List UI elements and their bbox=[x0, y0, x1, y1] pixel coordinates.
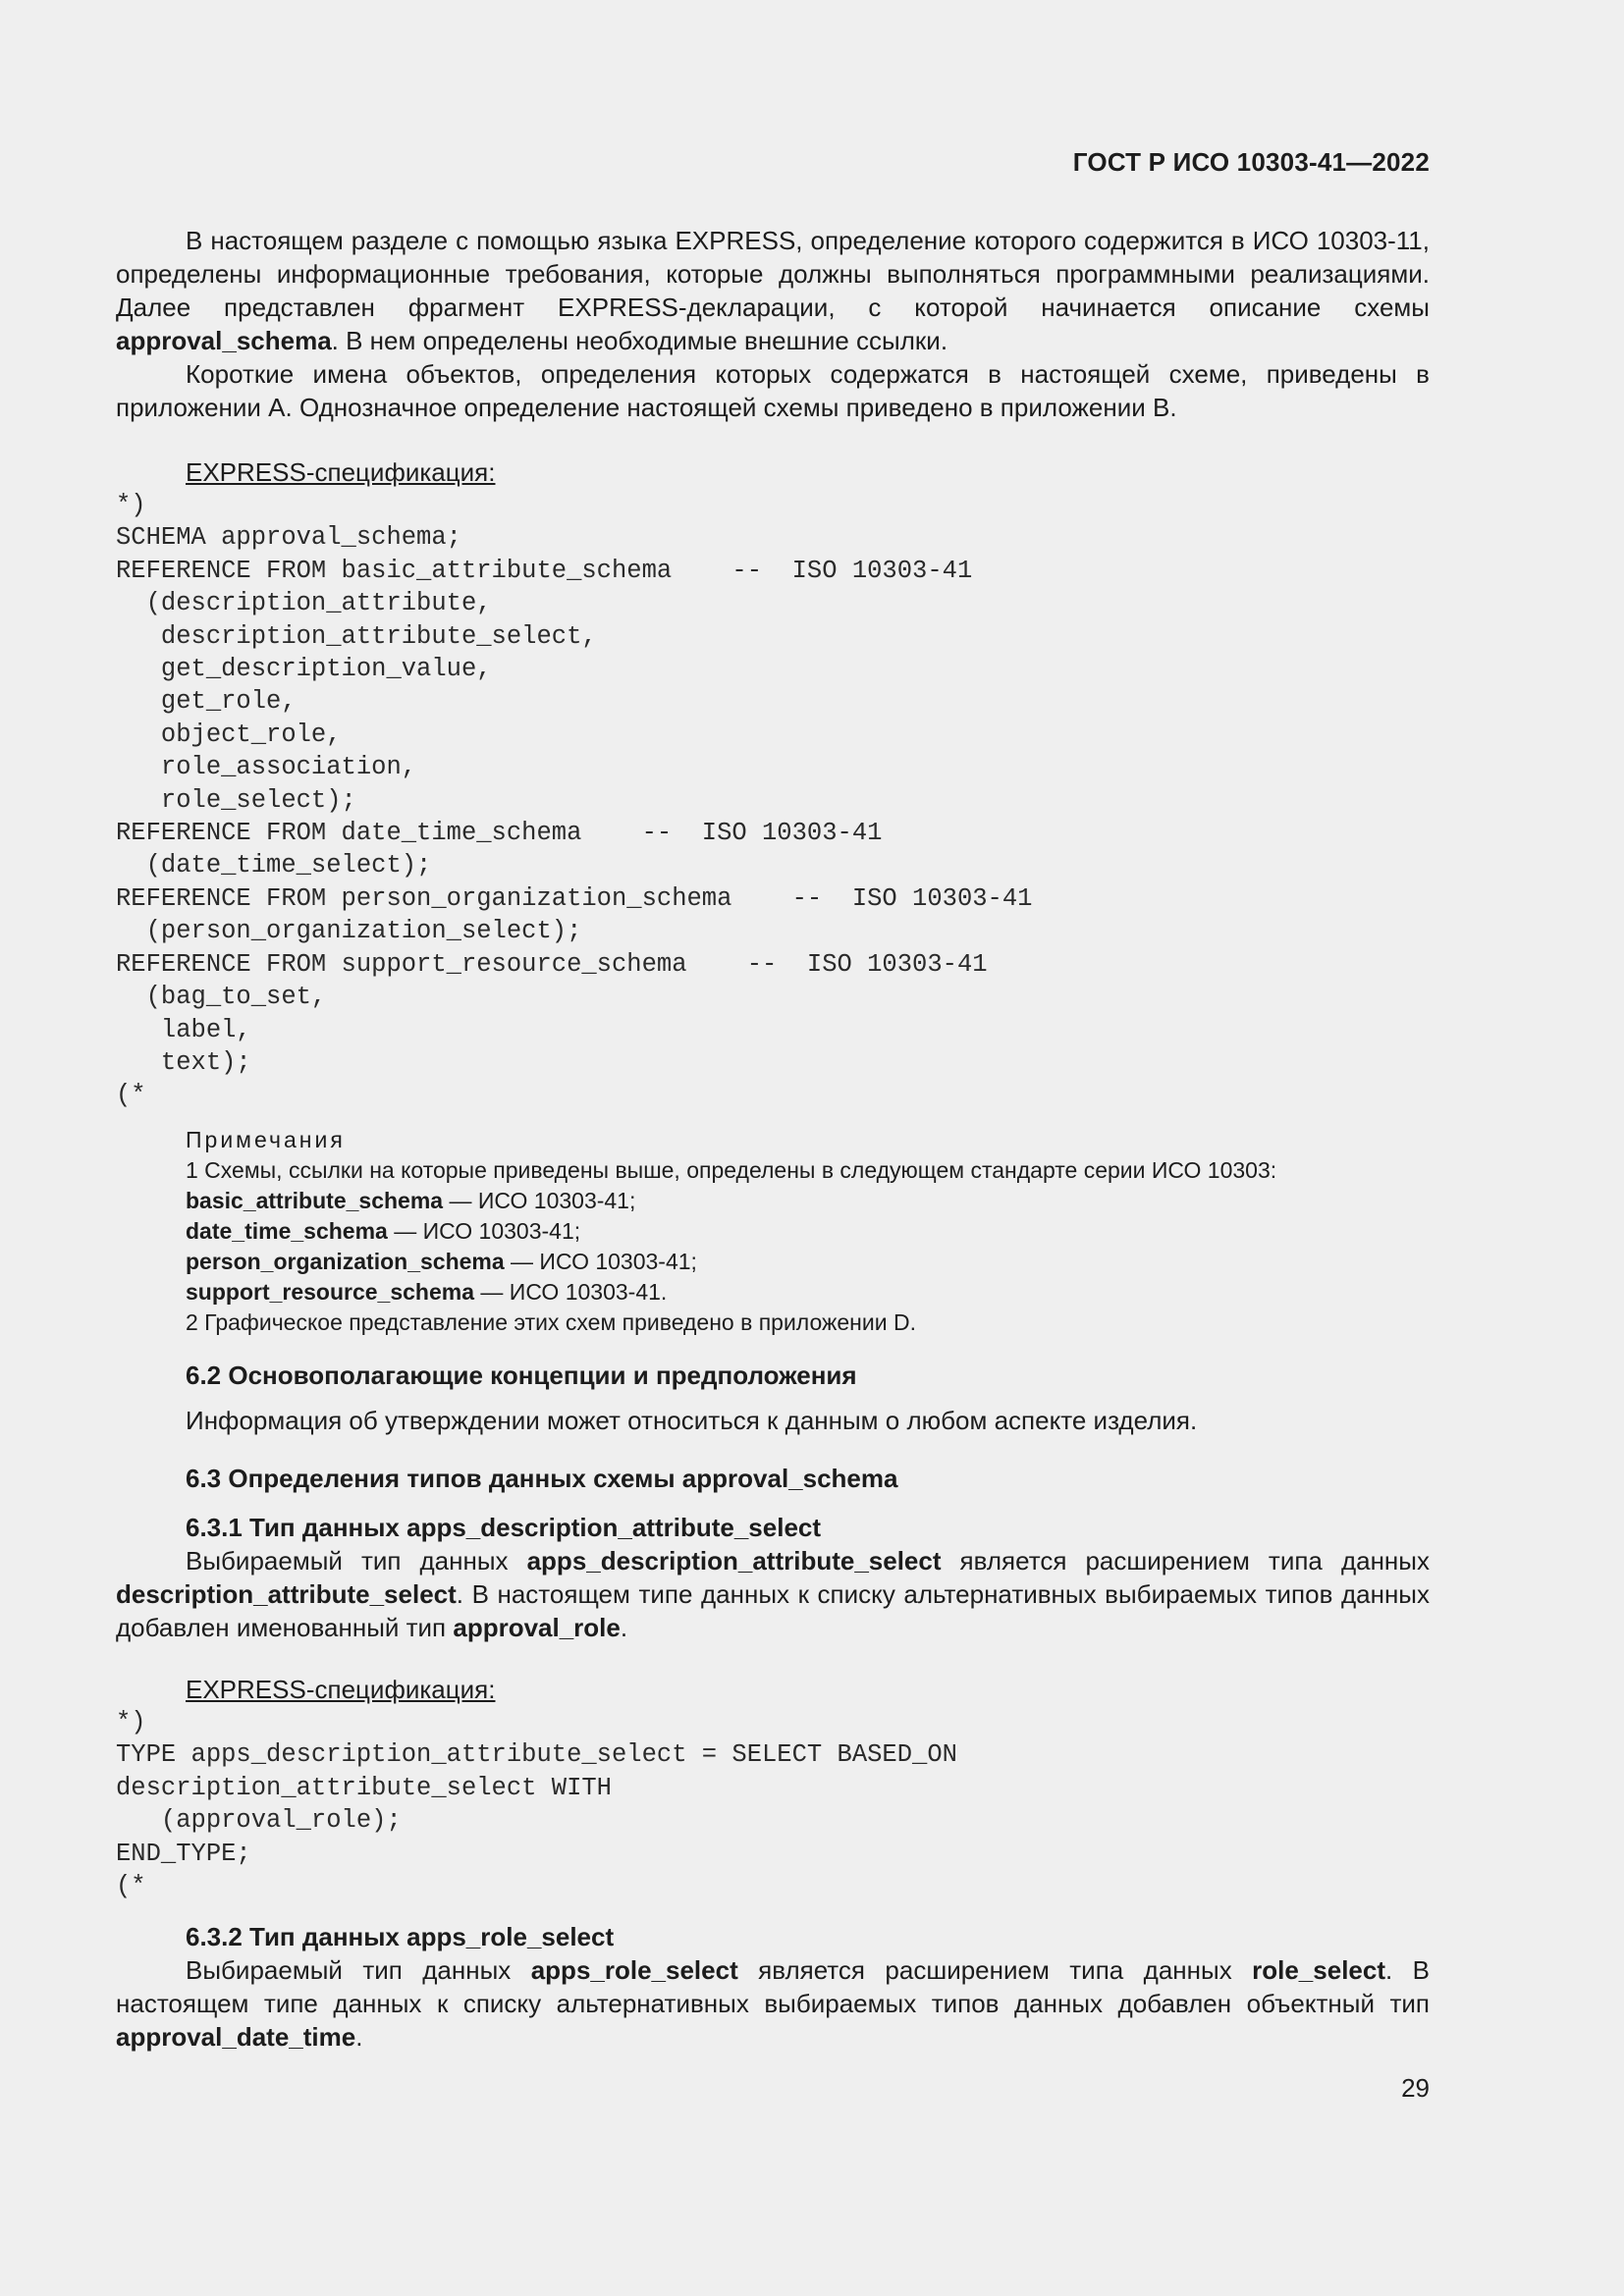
intro-section bbox=[116, 224, 1430, 424]
schema-ref-list bbox=[186, 1186, 1430, 1308]
spec-label: EXPRESS-спецификация: bbox=[186, 457, 496, 487]
subsection-text bbox=[116, 1953, 1430, 2054]
subsection-heading: 6.3.1 Тип данных apps_description_attribute_select bbox=[186, 1513, 822, 1542]
section-6-3-1 bbox=[116, 1511, 1430, 1644]
schema-ref bbox=[186, 1277, 1430, 1308]
section-text: Информация об утверждении может относиться к данным о любом аспекте изделия. bbox=[186, 1406, 1198, 1435]
express-code-block: *) TYPE apps_description_attribute_select = SELECT BASED_ON description_attribute_select WITH (approval_role); END_TYPE; (* bbox=[116, 1708, 957, 1901]
section-6-3 bbox=[116, 1462, 1430, 1495]
schema-ref bbox=[186, 1216, 1430, 1247]
schema-ref bbox=[186, 1247, 1430, 1277]
section-heading: 6.3 Определения типов данных схемы approval_schema bbox=[186, 1464, 898, 1493]
note-1: 1 Схемы, ссылки на которые приведены выше, определены в следующем стандарте серии ИСО 10303: bbox=[186, 1157, 1277, 1183]
schema-source: — ИСО 10303-41; bbox=[504, 1249, 697, 1274]
text-run: . В нем определены необходимые внешние ссылки. bbox=[331, 326, 948, 355]
spec-label: EXPRESS-спецификация: bbox=[186, 1675, 496, 1704]
text-run: . В настоящем типе данных к списку альтернативных выбираемых типов данных добавлен объектный тип bbox=[116, 1955, 1430, 2018]
express-code-block: *) SCHEMA approval_schema; REFERENCE FROM basic_attribute_schema -- ISO 10303-41 (description_attribute, description_attribute_select, get_description_value, get_role, object_role, role_association, role_select); REFERENCE FROM date_time_schema -- ISO 10303-41 (date_time_select); REFERENCE FROM person_organization_schema -- ISO 10303-41 (person_organization_select); REFERENCE FROM support_resource_schema -- ISO 10303-41 (bag_to_set, label, text); (* bbox=[116, 491, 1033, 1110]
schema-source: — ИСО 10303-41. bbox=[474, 1279, 668, 1305]
text-run: Выбираемый тип данных bbox=[186, 1546, 527, 1575]
text-run: . В настоящем типе данных к списку альтернативных выбираемых типов данных добавлен именованный тип bbox=[116, 1579, 1430, 1642]
express-spec-2 bbox=[116, 1673, 1430, 1902]
bold-term: apps_description_attribute_select bbox=[526, 1546, 942, 1575]
schema-source: — ИСО 10303-41; bbox=[443, 1188, 636, 1213]
express-spec-1 bbox=[116, 455, 1430, 1112]
notes-title: Примечания bbox=[186, 1127, 346, 1152]
schema-name: basic_attribute_schema bbox=[186, 1188, 444, 1213]
schema-ref bbox=[186, 1186, 1430, 1216]
text-run: . bbox=[355, 2022, 363, 2052]
bold-term: approval_role bbox=[453, 1613, 621, 1642]
intro-paragraph-1 bbox=[116, 224, 1430, 357]
section-heading: 6.2 Основополагающие концепции и предположения bbox=[186, 1361, 857, 1390]
subsection-heading: 6.3.2 Тип данных apps_role_select bbox=[186, 1922, 615, 1951]
page-number: 29 bbox=[1401, 2073, 1430, 2103]
standard-header: ГОСТ Р ИСО 10303-41—2022 bbox=[1072, 147, 1430, 177]
schema-source: — ИСО 10303-41; bbox=[387, 1218, 581, 1244]
bold-term: approval_date_time bbox=[116, 2022, 356, 2052]
text-run: Выбираемый тип данных bbox=[186, 1955, 531, 1985]
document-page bbox=[116, 0, 1430, 2296]
schema-name: date_time_schema bbox=[186, 1218, 388, 1244]
section-6-2 bbox=[116, 1359, 1430, 1437]
notes-section bbox=[116, 1125, 1430, 1338]
bold-term: description_attribute_select bbox=[116, 1579, 457, 1609]
bold-term: apps_role_select bbox=[530, 1955, 738, 1985]
schema-name: person_organization_schema bbox=[186, 1249, 505, 1274]
text-run: В настоящем разделе с помощью языка EXPRESS, определение которого содержится в ИСО 10303-11, определены информационные требования, которые должны выполняться программными реализациями. Далее представлен фрагмент EXPRESS-декларации, с которой начинается описание схемы bbox=[116, 226, 1430, 322]
text-run: является расширением типа данных bbox=[941, 1546, 1430, 1575]
bold-term: role_select bbox=[1252, 1955, 1385, 1985]
intro-paragraph-2: Короткие имена объектов, определения которых содержатся в настоящей схеме, приведены в приложении А. Однозначное определение настоящей схемы приведено в приложении В. bbox=[116, 359, 1430, 422]
section-6-3-2 bbox=[116, 1920, 1430, 2054]
text-run: . bbox=[620, 1613, 628, 1642]
note-2: 2 Графическое представление этих схем приведено в приложении D. bbox=[186, 1309, 916, 1335]
text-run: является расширением типа данных bbox=[737, 1955, 1253, 1985]
bold-term: approval_schema bbox=[116, 326, 332, 355]
schema-name: support_resource_schema bbox=[186, 1279, 475, 1305]
subsection-text bbox=[116, 1544, 1430, 1644]
